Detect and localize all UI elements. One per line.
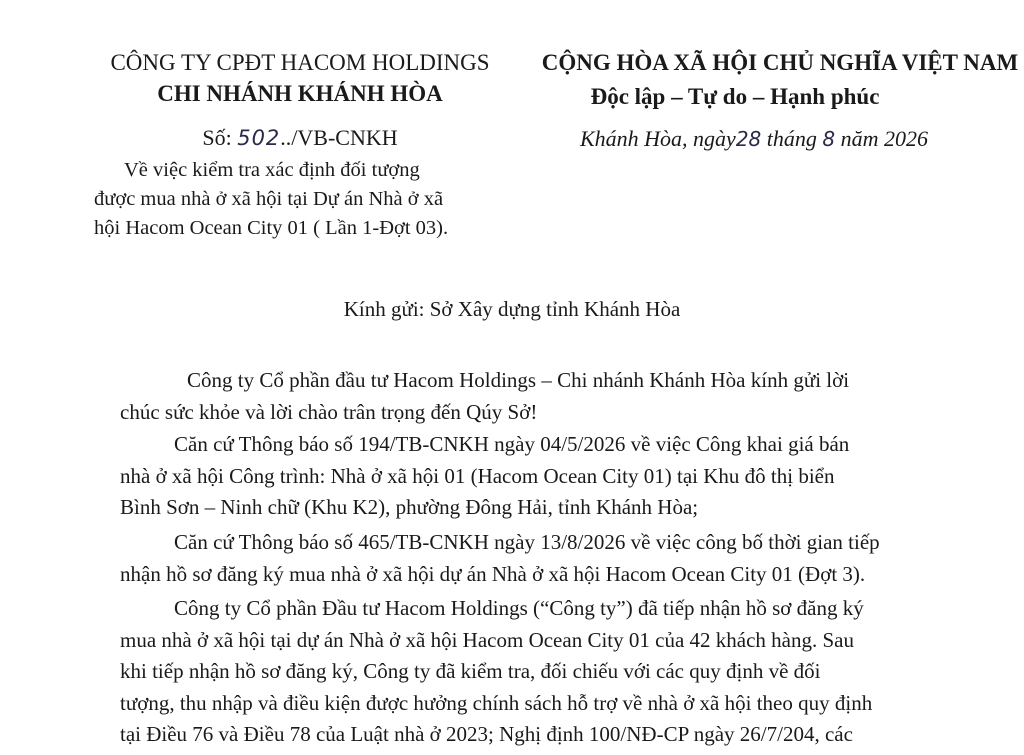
recipient-line: Kính gửi: Sở Xây dựng tỉnh Khánh Hòa xyxy=(343,297,681,321)
paragraph-review xyxy=(120,593,872,755)
company-name: CÔNG TY CPĐT HACOM HOLDINGS xyxy=(110,50,490,75)
national-motto: Độc lập – Tự do – Hạnh phúc xyxy=(590,84,880,109)
date-month-label: tháng xyxy=(761,126,823,151)
branch-name: CHI NHÁNH KHÁNH HÒA xyxy=(157,81,443,106)
date-place: Khánh Hòa, ngày xyxy=(580,126,736,151)
paragraph-line: Căn cứ Thông báo số 465/TB-CNKH ngày 13/8/2026 về việc công bố thời gian tiếp xyxy=(174,530,880,554)
paragraph-line: tại Điều 76 và Điều 78 của Luật nhà ở 2023; Nghị định 100/NĐ-CP ngày 26/7/204, các xyxy=(120,722,853,746)
date-day-handwritten: 28 xyxy=(735,127,762,151)
paragraph-line: Bình Sơn – Ninh chữ (Khu K2), phường Đông Hải, tỉnh Khánh Hòa; xyxy=(120,495,699,519)
paragraph-line: Công ty Cổ phần đầu tư Hacom Holdings – Chi nhánh Khánh Hòa kính gửi lời xyxy=(187,368,850,392)
subject-line: Về việc kiểm tra xác định đối tượng xyxy=(124,159,420,181)
paragraph-basis-1 xyxy=(120,429,849,524)
national-title: CỘNG HÒA XÃ HỘI CHỦ NGHĨA VIỆT NAM xyxy=(541,50,1019,75)
paragraph-line: chúc sức khỏe và lời chào trân trọng đến Qúy Sở! xyxy=(120,399,538,424)
paragraph-greeting xyxy=(120,365,849,428)
paragraph-line: nhà ở xã hội Công trình: Nhà ở xã hội 01 (Hacom Ocean City 01) tại Khu đô thị biển xyxy=(120,463,835,488)
subject-line: hội Hacom Ocean City 01 ( Lần 1-Đợt 03). xyxy=(94,217,449,239)
paragraph-line: khi tiếp nhận hồ sơ đăng ký, Công ty đã kiểm tra, đối chiếu với các quy định về đối xyxy=(120,659,821,683)
document-number-prefix: Số: xyxy=(202,125,238,150)
document-number-handwritten: 502 xyxy=(237,126,281,150)
document-number xyxy=(60,125,540,151)
place-and-date xyxy=(580,126,928,152)
paragraph-line: Căn cứ Thông báo số 194/TB-CNKH ngày 04/5/2026 về việc Công khai giá bán xyxy=(174,432,850,456)
paragraph-basis-2 xyxy=(120,527,880,590)
document-subject xyxy=(94,156,449,243)
date-year: năm 2026 xyxy=(835,126,929,151)
paragraph-line: Công ty Cổ phần Đầu tư Hacom Holdings (“Công ty”) đã tiếp nhận hồ sơ đăng ký xyxy=(174,596,864,620)
paragraph-line xyxy=(120,751,872,755)
paragraph-line: mua nhà ở xã hội tại dự án Nhà ở xã hội Hacom Ocean City 01 của 42 khách hàng. Sau xyxy=(120,627,854,652)
date-month-handwritten: 8 xyxy=(822,127,836,151)
paragraph-line: tượng, thu nhập và điều kiện được hưởng chính sách hỗ trợ về nhà ở xã hội theo quy định xyxy=(120,690,873,715)
subject-line: được mua nhà ở xã hội tại Dự án Nhà ở xã xyxy=(94,188,444,210)
paragraph-line: nhận hồ sơ đăng ký mua nhà ở xã hội dự án Nhà ở xã hội Hacom Ocean City 01 (Đợt 3). xyxy=(120,561,866,586)
document-number-suffix: ../VB-CNKH xyxy=(280,125,398,150)
